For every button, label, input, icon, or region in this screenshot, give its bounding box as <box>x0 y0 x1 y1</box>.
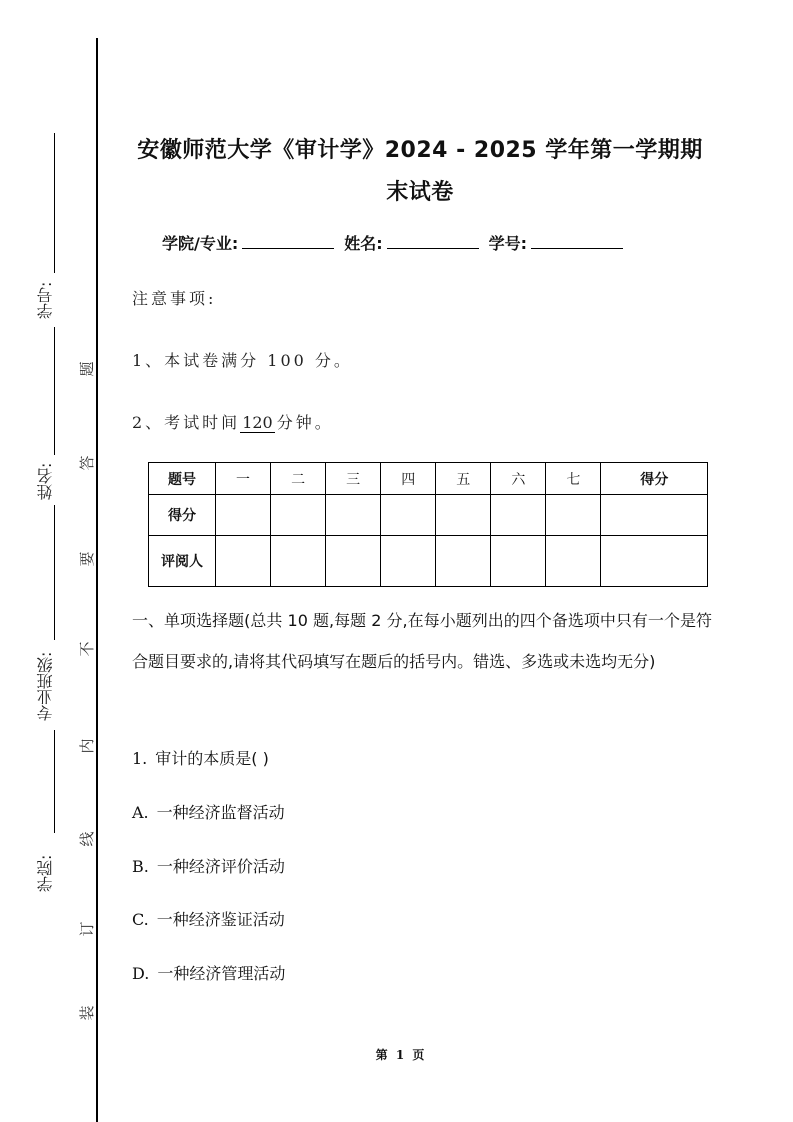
question-number: 1. <box>132 749 148 768</box>
section1-instructions: 一、单项选择题(总共 10 题,每题 2 分,在每小题列出的四个备选项中只有一个是符合题目要求的,请将其代码填写在题后的括号内。错选、多选或未选均无分) <box>132 611 712 671</box>
exam-duration-value: 120 <box>242 413 273 432</box>
option-text: 一种经济管理活动 <box>157 964 286 983</box>
grader-cell[interactable] <box>326 536 381 587</box>
header-cell: 五 <box>436 463 491 495</box>
score-cell[interactable] <box>271 495 326 536</box>
score-cell[interactable] <box>216 495 271 536</box>
note-item-1: 1、本试卷满分 100 分。 <box>132 351 353 370</box>
exam-title-line1: 安徽师范大学《审计学》2024 - 2025 学年第一学期期 <box>137 138 703 163</box>
student-id-label: 学号: <box>488 234 528 253</box>
grader-cell[interactable] <box>491 536 546 587</box>
score-cell[interactable] <box>491 495 546 536</box>
name-label: 姓名: <box>344 234 383 253</box>
student-id-label: 学号: <box>32 275 60 325</box>
header-cell: 得分 <box>601 463 708 495</box>
seal-char: 题 <box>78 361 96 377</box>
seal-char: 不 <box>78 641 96 657</box>
score-cell[interactable] <box>436 495 491 536</box>
binding-line <box>96 38 98 1122</box>
grader-cell[interactable] <box>271 536 326 587</box>
row-label: 评阅人 <box>149 536 216 587</box>
header-cell: 四 <box>381 463 436 495</box>
option-text: 一种经济鉴证活动 <box>156 910 285 929</box>
header-cell: 题号 <box>149 463 216 495</box>
student-info-row <box>162 231 633 254</box>
option-text: 一种经济监督活动 <box>156 803 285 822</box>
seal-char: 要 <box>78 551 96 567</box>
option-c <box>132 907 285 930</box>
grader-cell[interactable] <box>546 536 601 587</box>
option-a <box>132 800 285 823</box>
question-stem: 审计的本质是( ) <box>155 749 269 768</box>
header-cell: 六 <box>491 463 546 495</box>
name-field[interactable] <box>387 234 479 249</box>
grader-cell[interactable] <box>436 536 491 587</box>
note-item-2-suffix: 分钟。 <box>276 413 334 432</box>
option-key: C. <box>132 910 149 929</box>
student-id-field[interactable] <box>531 234 623 249</box>
name-label: 姓名: <box>32 455 60 507</box>
header-cell: 三 <box>326 463 381 495</box>
grader-cell[interactable] <box>601 536 708 587</box>
page-number: 第 1 页 <box>375 1048 425 1062</box>
option-key: B. <box>132 857 149 876</box>
table-row <box>149 536 708 587</box>
score-table <box>148 462 708 587</box>
score-cell[interactable] <box>381 495 436 536</box>
major-class-line-bottom <box>54 730 55 833</box>
header-cell: 一 <box>216 463 271 495</box>
option-key: A. <box>132 803 149 822</box>
seal-char: 答 <box>78 455 96 471</box>
college-major-field[interactable] <box>242 234 334 249</box>
name-line <box>54 327 55 457</box>
header-cell: 七 <box>546 463 601 495</box>
seal-char: 装 <box>78 1005 96 1021</box>
grader-cell[interactable] <box>381 536 436 587</box>
score-cell[interactable] <box>546 495 601 536</box>
major-class-line-top <box>54 505 55 640</box>
table-row <box>149 495 708 536</box>
student-id-line <box>54 133 55 273</box>
row-label: 得分 <box>149 495 216 536</box>
seal-char: 内 <box>78 738 96 754</box>
grader-cell[interactable] <box>216 536 271 587</box>
major-class-label: 专业班级: <box>32 640 60 732</box>
college-major-label: 学院/专业: <box>162 234 239 253</box>
college-label: 学院: <box>32 848 60 898</box>
option-text: 一种经济评价活动 <box>156 857 285 876</box>
score-cell[interactable] <box>601 495 708 536</box>
option-b <box>132 854 285 877</box>
header-cell: 二 <box>271 463 326 495</box>
option-key: D. <box>132 964 150 983</box>
seal-char: 线 <box>78 831 96 847</box>
seal-char: 订 <box>78 921 96 937</box>
score-cell[interactable] <box>326 495 381 536</box>
note-item-2 <box>132 410 334 433</box>
exam-title-line2: 末试卷 <box>386 180 454 205</box>
option-d <box>132 961 285 984</box>
note-item-2-prefix: 2、考试时间 <box>132 413 241 432</box>
notes-heading: 注意事项: <box>132 289 217 308</box>
score-table-header <box>149 463 708 495</box>
question-1 <box>132 746 269 769</box>
